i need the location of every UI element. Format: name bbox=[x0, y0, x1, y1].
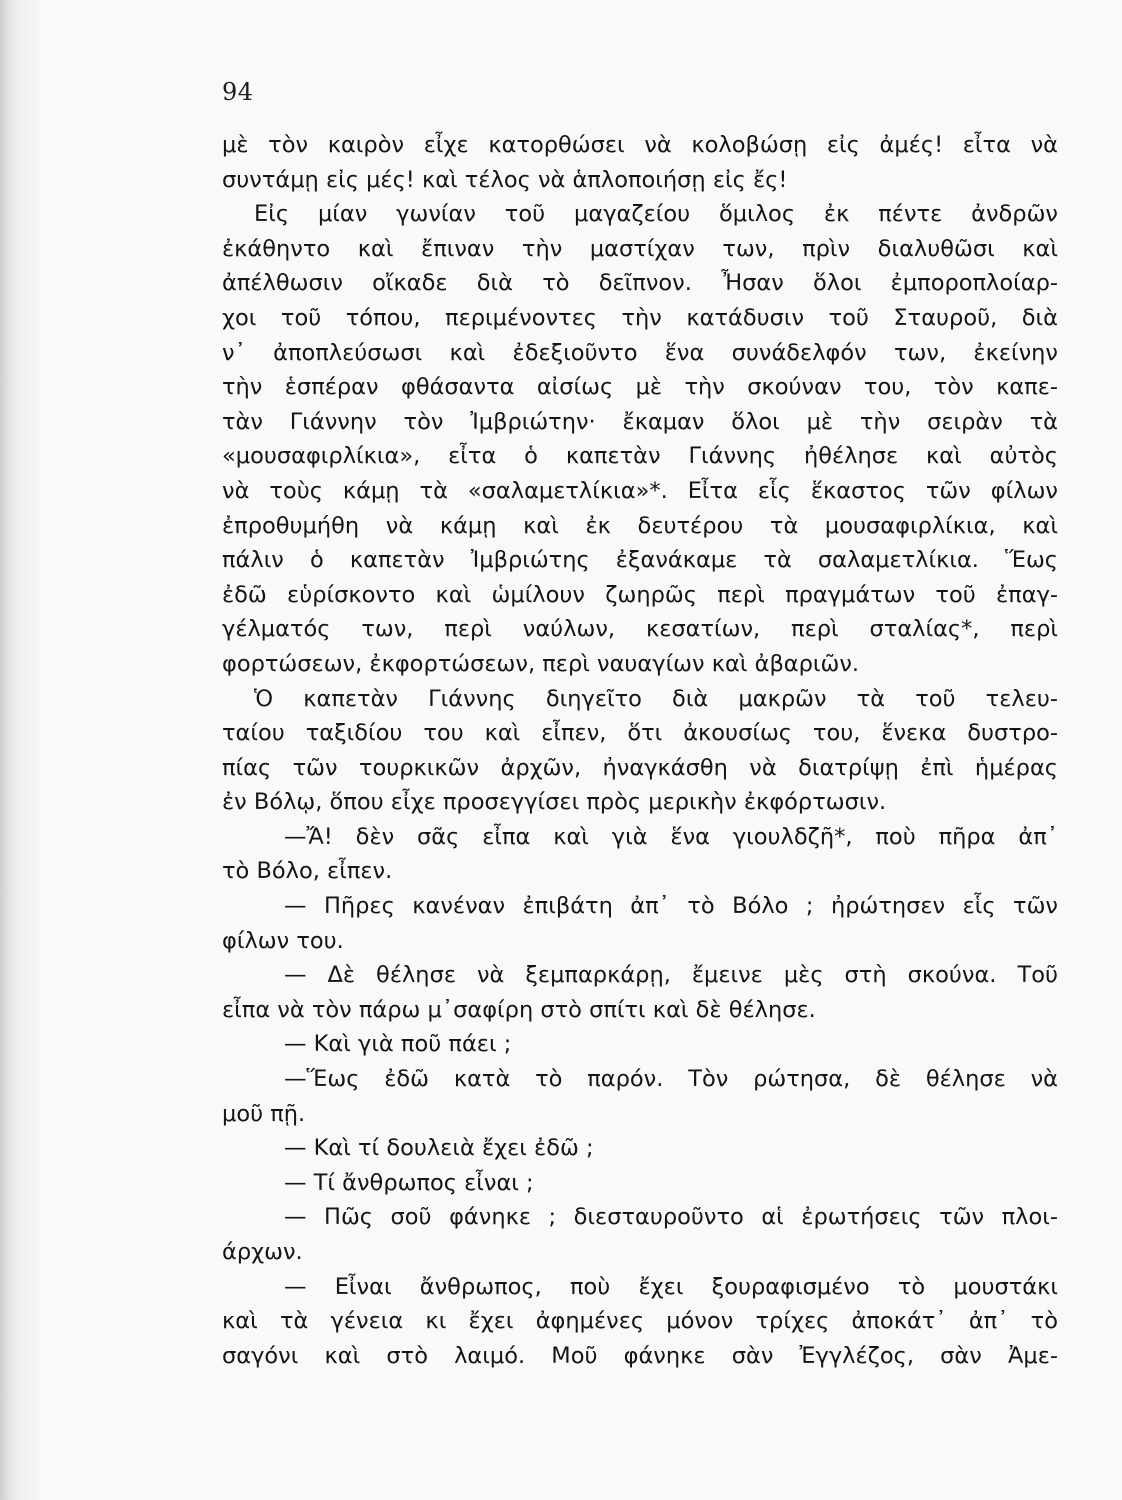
text-line: — Πῆρες κανέναν ἐπιβάτη ἀπ᾽ τὸ Βόλο ; ἠρώτησεν εἷς τῶν bbox=[284, 893, 1058, 920]
text-line: ἀπέλθωσιν οἴκαδε διὰ τὸ δεῖπνον. Ἦσαν ὅλοι ἐμποροπλοίαρ- bbox=[222, 270, 1058, 297]
text-line: — Καὶ τί δουλειὰ ἔχει ἐδῶ ; bbox=[284, 1135, 594, 1162]
text-line: —Ἄ! δὲν σᾶς εἶπα καὶ γιὰ ἕνα γιουλδζῆ*, ποὺ πῆρα ἀπ᾽ bbox=[284, 823, 1058, 850]
text-line: εἶπα νὰ τὸν πάρω μ᾽σαφίρη στὸ σπίτι καὶ δὲ θέλησε. bbox=[222, 996, 816, 1023]
text-line: ταίου ταξιδίου του καὶ εἶπεν, ὅτι ἀκουσίως του, ἕνεκα δυστρο- bbox=[222, 720, 1058, 747]
text-line: ἐπροθυμήθη νὰ κάμῃ καὶ ἐκ δευτέρου τὰ μουσαφιρλίκια, καὶ bbox=[222, 512, 1058, 539]
text-line: φορτώσεων, ἐκφορτώσεων, περὶ ναυαγίων καὶ ἀβαριῶν. bbox=[222, 650, 860, 677]
text-line: — Πῶς σοῦ φάνηκε ; διεσταυροῦντο αἱ ἐρωτήσεις τῶν πλοι- bbox=[284, 1204, 1058, 1231]
text-line: Ὁ καπετὰν Γιάννης διηγεῖτο διὰ μακρῶν τὰ τοῦ τελευ- bbox=[254, 685, 1058, 712]
text-line: φίλων του. bbox=[222, 927, 344, 954]
text-line: —Ἕως ἐδῶ κατὰ τὸ παρόν. Τὸν ρώτησα, δὲ θέλησε νὰ bbox=[284, 1066, 1058, 1093]
text-line: τὴν ἑσπέραν φθάσαντα αἰσίως μὲ τὴν σκούναν του, τὸν καπε- bbox=[222, 374, 1058, 401]
text-line: «μουσαφιρλίκια», εἶτα ὁ καπετὰν Γιάννης ἠθέλησε καὶ αὐτὸς bbox=[222, 443, 1058, 470]
text-line: τὸ Βόλο, εἶπεν. bbox=[222, 858, 393, 885]
text-line: — Δὲ θέλησε νὰ ξεμπαρκάρῃ, ἔμεινε μὲς στὴ σκούνα. Τοῦ bbox=[284, 962, 1058, 989]
text-line: ἐδῶ εὑρίσκοντο καὶ ὡμίλουν ζωηρῶς περὶ πραγμάτων τοῦ ἐπαγ- bbox=[222, 581, 1058, 608]
text-line: ἐκάθηντο καὶ ἔπιναν τὴν μαστίχαν των, πρὶν διαλυθῶσι καὶ bbox=[222, 235, 1058, 262]
text-line: σαγόνι καὶ στὸ λαιμό. Μοῦ φάνηκε σὰν Ἐγγλέζος, σὰν Ἀμε- bbox=[222, 1342, 1058, 1369]
text-line: γέλματός των, περὶ ναύλων, κεσατίων, περὶ σταλίας*, περὶ bbox=[222, 616, 1058, 643]
binding-shadow bbox=[0, 0, 46, 1500]
text-line: νὰ τοὺς κάμῃ τὰ «σαλαμετλίκια»*. Εἶτα εἷς ἕκαστος τῶν φίλων bbox=[222, 477, 1058, 504]
text-line: Εἰς μίαν γωνίαν τοῦ μαγαζείου ὅμιλος ἐκ πέντε ἀνδρῶν bbox=[254, 201, 1058, 228]
text-line: πίας τῶν τουρκικῶν ἀρχῶν, ἠναγκάσθη νὰ διατρίψῃ ἐπὶ ἡμέρας bbox=[222, 754, 1058, 781]
text-line: συντάμῃ εἰς μές! καὶ τέλος νὰ ἁπλοποιήσῃ εἰς ἔς! bbox=[222, 166, 788, 193]
text-line: μοῦ πῇ. bbox=[222, 1100, 306, 1127]
text-line: χοι τοῦ τόπου, περιμένοντες τὴν κατάδυσιν τοῦ Σταυροῦ, διὰ bbox=[222, 304, 1058, 331]
text-line: — Καὶ γιὰ ποῦ πάει ; bbox=[284, 1031, 512, 1058]
text-line: — Εἶναι ἄνθρωπος, ποὺ ἔχει ξουραφισμένο τὸ μουστάκι bbox=[284, 1273, 1058, 1300]
page-number: 94 bbox=[222, 78, 254, 106]
text-line: ν᾽ ἀποπλεύσωσι καὶ ἐδεξιοῦντο ἕνα συνάδελφόν των, ἐκείνην bbox=[222, 339, 1058, 366]
body-text bbox=[222, 128, 1058, 1373]
text-line: τὰν Γιάννην τὸν Ἰμβριώτην· ἔκαμαν ὅλοι μὲ τὴν σειρὰν τὰ bbox=[222, 408, 1058, 435]
text-line: καὶ τὰ γένεια κι ἔχει ἀφημένες μόνον τρίχες ἀποκάτ᾽ ἀπ᾽ τὸ bbox=[222, 1308, 1058, 1335]
text-line: μὲ τὸν καιρὸν εἶχε κατορθώσει νὰ κολοβώσῃ εἰς ἀμές! εἶτα νὰ bbox=[222, 132, 1058, 158]
text-line: πάλιν ὁ καπετὰν Ἰμβριώτης ἐξανάκαμε τὰ σαλαμετλίκια. Ἕως bbox=[222, 547, 1058, 574]
text-line: ἐν Βόλῳ, ὅπου εἶχε προσεγγίσει πρὸς μερικὴν ἐκφόρτωσιν. bbox=[222, 789, 887, 816]
text-line: — Τί ἄνθρωπος εἶναι ; bbox=[284, 1169, 534, 1196]
text-line: άρχων. bbox=[222, 1239, 303, 1265]
